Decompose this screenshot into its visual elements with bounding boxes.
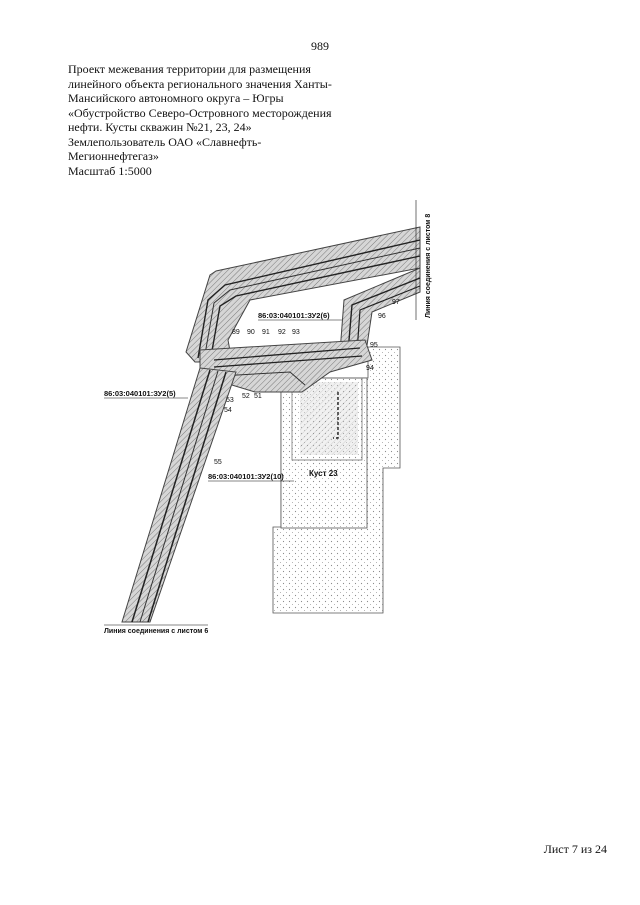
scale-line: Масштаб 1:5000 <box>68 163 152 178</box>
point-number: 55 <box>214 459 222 466</box>
page-number: 989 <box>311 39 329 53</box>
point-number: 95 <box>370 342 378 349</box>
header-line: нефти. Кусты скважин №21, 23, 24» <box>68 120 252 134</box>
parcel-label: 86:03:040101:ЗУ2(10) <box>208 472 284 481</box>
point-number: 54 <box>224 407 232 414</box>
header-line: Проект межевания территории для размещения <box>68 62 311 76</box>
point-number: 53 <box>226 397 234 404</box>
parcel-label: 86:03:040101:ЗУ2(6) <box>258 311 330 320</box>
point-number: 96 <box>378 313 386 320</box>
road-corridor-south <box>122 368 236 622</box>
connection-line-right-label: Линия соединения с листом 8 <box>425 213 432 318</box>
point-number: 97 <box>392 299 400 306</box>
parcel-label: 86:03:040101:ЗУ2(5) <box>104 389 176 398</box>
sheet-number: Лист 7 из 24 <box>543 842 607 856</box>
point-number: 90 <box>247 329 255 336</box>
point-number: 93 <box>292 329 300 336</box>
point-number: 94 <box>366 365 374 372</box>
point-number: 92 <box>278 329 286 336</box>
point-number: 91 <box>262 329 270 336</box>
header-line: Мегионнефтегаз» <box>68 149 159 163</box>
header-line: линейного объекта регионального значения Ханты- <box>68 76 332 91</box>
header-line: Землепользователь ОАО «Славнефть- <box>68 134 262 149</box>
site-label: Куст 23 <box>309 469 338 478</box>
point-number: 52 <box>242 393 250 400</box>
connection-line-bottom-label: Линия соединения с листом 6 <box>104 628 209 635</box>
point-number: 51 <box>254 393 262 400</box>
point-number: 89 <box>232 329 240 336</box>
header-line: Мансийского автономного округа – Югры <box>68 91 284 105</box>
header-line: «Обустройство Северо-Островного месторождения <box>68 105 332 120</box>
